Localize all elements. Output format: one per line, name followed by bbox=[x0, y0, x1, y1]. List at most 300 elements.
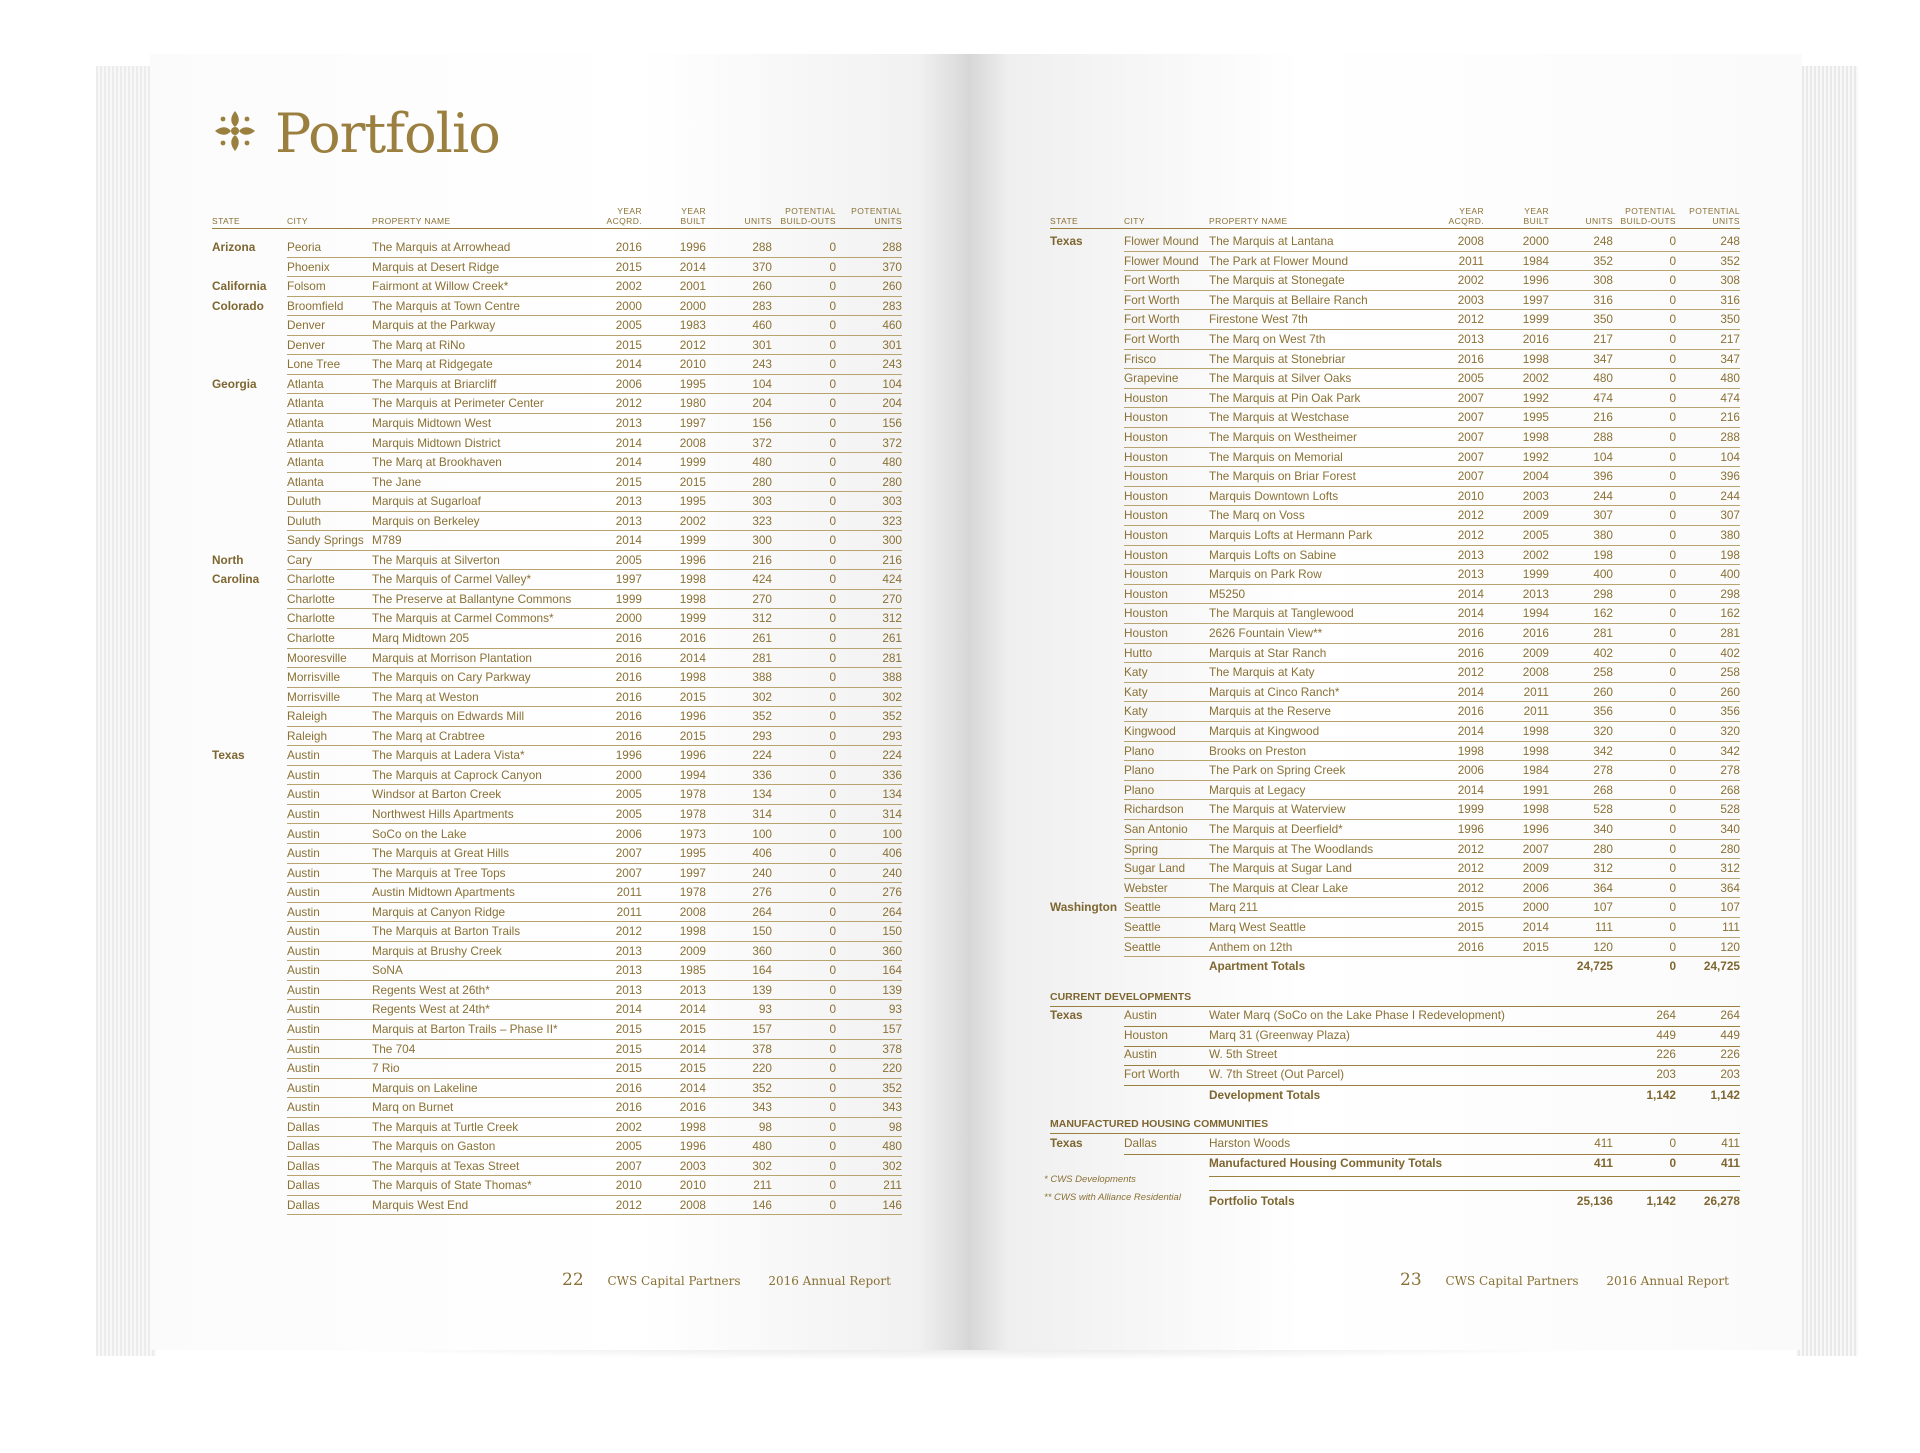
page-title-block bbox=[213, 102, 500, 165]
build-outs-cell: 0 bbox=[1669, 430, 1676, 444]
potential-units-cell: 342 bbox=[1720, 743, 1740, 758]
property-name-cell: The Marquis at Barton Trails bbox=[372, 924, 521, 939]
build-outs-cell: 0 bbox=[1669, 841, 1676, 856]
potential-units-cell: 340 bbox=[1720, 822, 1740, 836]
apartment-totals-potential: 24,725 bbox=[1703, 959, 1740, 974]
potential-units-cell: 244 bbox=[1720, 488, 1740, 503]
year-built-cell: 2008 bbox=[1522, 665, 1549, 680]
table-row bbox=[0, 624, 1920, 644]
year-built-cell: 2004 bbox=[1522, 469, 1549, 484]
city-cell: Austin bbox=[287, 846, 320, 861]
property-name-cell: Marquis at Kingwood bbox=[1209, 724, 1320, 738]
city-cell: Fort Worth bbox=[1124, 273, 1180, 288]
build-outs-cell: 0 bbox=[1669, 547, 1676, 562]
city-cell: Houston bbox=[1124, 508, 1168, 523]
table-row bbox=[0, 761, 1920, 781]
build-outs-cell: 0 bbox=[1669, 410, 1676, 425]
table-row bbox=[0, 918, 1920, 938]
units-cell: 302 bbox=[752, 689, 772, 704]
build-outs-cell: 0 bbox=[829, 415, 836, 430]
units-cell: 111 bbox=[1595, 920, 1613, 934]
property-name-cell: Windsor at Barton Creek bbox=[372, 787, 502, 802]
units-cell: 308 bbox=[1593, 273, 1613, 288]
build-outs-cell: 0 bbox=[829, 1178, 836, 1193]
build-outs-cell: 0 bbox=[1669, 586, 1676, 601]
property-name-cell: The Marquis at Briarcliff bbox=[372, 376, 497, 391]
potential-units-cell: 156 bbox=[882, 415, 902, 430]
potential-units-cell: 300 bbox=[882, 533, 902, 548]
build-outs-cell: 449 bbox=[1656, 1027, 1676, 1042]
city-cell: Houston bbox=[1124, 410, 1168, 425]
property-name-cell: The Marquis of Carmel Valley* bbox=[372, 572, 532, 587]
footnote: * CWS Developments bbox=[1044, 1174, 1136, 1185]
year-built-cell: 2014 bbox=[679, 1041, 706, 1056]
city-cell: Houston bbox=[1124, 469, 1168, 484]
year-built-cell: 2007 bbox=[1522, 841, 1549, 856]
year-built-cell: 1996 bbox=[679, 552, 706, 567]
year-acqrd-cell: 2013 bbox=[615, 415, 642, 430]
year-built-cell: 1995 bbox=[679, 376, 706, 391]
potential-units-cell: 388 bbox=[882, 670, 902, 685]
build-outs-cell: 0 bbox=[829, 513, 836, 528]
build-outs-cell: 0 bbox=[829, 943, 836, 958]
year-acqrd-cell: 2007 bbox=[615, 865, 642, 880]
year-acqrd-cell: 2014 bbox=[615, 357, 642, 372]
city-cell: Atlanta bbox=[287, 396, 324, 411]
year-built-cell: 1997 bbox=[679, 415, 706, 430]
city-cell: Grapevine bbox=[1124, 371, 1179, 386]
city-cell: Katy bbox=[1124, 665, 1148, 680]
potential-units-cell: 280 bbox=[1720, 841, 1740, 856]
build-outs-cell: 0 bbox=[1669, 332, 1676, 346]
year-built-cell: 1999 bbox=[1522, 567, 1549, 582]
city-cell: Austin bbox=[287, 1061, 320, 1076]
units-cell: 268 bbox=[1593, 782, 1613, 797]
header-property: PROPERTY NAME bbox=[372, 216, 451, 226]
units-cell: 281 bbox=[1593, 626, 1613, 640]
potential-units-cell: 303 bbox=[882, 494, 902, 509]
potential-units-cell: 480 bbox=[882, 455, 902, 470]
potential-units-cell: 316 bbox=[1720, 292, 1740, 307]
year-acqrd-cell: 2013 bbox=[615, 943, 642, 958]
year-built-cell: 2016 bbox=[1522, 332, 1549, 346]
potential-units-cell: 134 bbox=[882, 787, 902, 802]
potential-units-cell: 120 bbox=[1720, 939, 1740, 954]
build-outs-cell: 0 bbox=[829, 1119, 836, 1134]
units-cell: 146 bbox=[752, 1197, 772, 1212]
units-cell: 243 bbox=[752, 357, 772, 372]
potential-units-cell: 280 bbox=[882, 474, 902, 489]
city-cell: Sandy Springs bbox=[287, 533, 364, 548]
year-acqrd-cell: 2002 bbox=[615, 279, 642, 294]
units-cell: 278 bbox=[1593, 763, 1613, 778]
year-built-cell: 1997 bbox=[1522, 292, 1549, 307]
city-cell: Dallas bbox=[287, 1178, 320, 1193]
year-built-cell: 2015 bbox=[679, 1022, 706, 1036]
potential-units-cell: 480 bbox=[882, 1139, 902, 1154]
potential-units-cell: 281 bbox=[882, 650, 902, 665]
year-built-cell: 1996 bbox=[679, 1139, 706, 1154]
year-acqrd-cell: 1999 bbox=[1457, 802, 1484, 817]
property-name-cell: The 704 bbox=[372, 1041, 416, 1056]
city-cell: Sugar Land bbox=[1124, 861, 1186, 876]
build-outs-cell: 0 bbox=[1669, 763, 1676, 778]
table-row bbox=[0, 546, 1920, 566]
property-name-cell: The Marquis on Briar Forest bbox=[1209, 469, 1356, 484]
year-built-cell: 1992 bbox=[1522, 390, 1549, 405]
build-outs-cell: 0 bbox=[829, 885, 836, 900]
property-name-cell: Marquis at Desert Ridge bbox=[372, 259, 500, 274]
year-built-cell: 2000 bbox=[679, 298, 706, 313]
city-cell: Denver bbox=[287, 337, 326, 352]
year-acqrd-cell: 2011 bbox=[616, 885, 642, 900]
potential-units-cell: 100 bbox=[882, 826, 902, 841]
build-outs-cell: 0 bbox=[829, 982, 836, 997]
city-cell: Charlotte bbox=[287, 631, 335, 645]
year-acqrd-cell: 2005 bbox=[1457, 371, 1484, 386]
year-acqrd-cell: 2006 bbox=[1457, 763, 1484, 778]
state-cell: Carolina bbox=[212, 572, 260, 587]
year-acqrd-cell: 2016 bbox=[1457, 939, 1484, 954]
build-outs-cell: 0 bbox=[829, 1041, 836, 1056]
city-cell: Austin bbox=[287, 963, 320, 978]
potential-units-cell: 312 bbox=[1720, 861, 1740, 876]
year-acqrd-cell: 2005 bbox=[615, 787, 642, 802]
year-acqrd-cell: 2006 bbox=[615, 826, 642, 841]
state-cell: Arizona bbox=[212, 240, 256, 254]
potential-units-cell: 150 bbox=[882, 924, 902, 939]
year-built-cell: 1978 bbox=[679, 806, 706, 821]
table-row bbox=[0, 526, 1920, 546]
city-cell: Austin bbox=[287, 826, 320, 841]
property-name-cell: Anthem on 12th bbox=[1209, 939, 1293, 954]
potential-units-cell: 380 bbox=[1720, 528, 1740, 542]
units-cell: 480 bbox=[752, 1139, 772, 1154]
units-cell: 224 bbox=[752, 748, 772, 763]
table-row bbox=[0, 232, 1920, 252]
city-cell: Fort Worth bbox=[1124, 1066, 1180, 1081]
header-year-acqrd: YEAR ACQRD. bbox=[606, 206, 642, 226]
header-build-outs: POTENTIAL BUILD-OUTS bbox=[780, 206, 836, 226]
build-outs-cell: 0 bbox=[829, 318, 836, 333]
units-cell: 528 bbox=[1593, 802, 1613, 817]
units-cell: 216 bbox=[1593, 410, 1613, 425]
year-acqrd-cell: 2000 bbox=[615, 767, 642, 782]
potential-units-cell: 474 bbox=[1720, 390, 1740, 405]
city-cell: Duluth bbox=[287, 513, 322, 528]
build-outs-cell: 0 bbox=[829, 611, 836, 626]
year-acqrd-cell: 2011 bbox=[1458, 253, 1484, 268]
year-built-cell: 1996 bbox=[1522, 822, 1549, 836]
year-built-cell: 1998 bbox=[679, 591, 706, 606]
year-acqrd-cell: 2014 bbox=[1457, 724, 1484, 738]
year-built-cell: 1978 bbox=[679, 787, 706, 802]
year-built-cell: 2016 bbox=[1522, 626, 1549, 640]
manufactured-totals-build-outs: 0 bbox=[1669, 1156, 1676, 1170]
build-outs-cell: 0 bbox=[829, 963, 836, 978]
state-cell: Texas bbox=[212, 748, 245, 763]
units-cell: 288 bbox=[752, 240, 772, 254]
year-built-cell: 1996 bbox=[1522, 273, 1549, 288]
build-outs-cell: 0 bbox=[829, 337, 836, 352]
year-built-cell: 2009 bbox=[679, 943, 706, 958]
build-outs-cell: 0 bbox=[1669, 920, 1676, 934]
year-acqrd-cell: 2008 bbox=[1457, 234, 1484, 248]
property-name-cell: Marquis at Brushy Creek bbox=[372, 943, 502, 958]
city-cell: Raleigh bbox=[287, 709, 328, 724]
year-built-cell: 2011 bbox=[1523, 704, 1549, 719]
property-name-cell: The Marquis at Silverton bbox=[372, 552, 500, 567]
year-acqrd-cell: 2016 bbox=[615, 1080, 642, 1095]
property-name-cell: The Marquis on Cary Parkway bbox=[372, 670, 531, 685]
year-acqrd-cell: 2016 bbox=[615, 670, 642, 685]
property-name-cell: The Marquis at The Woodlands bbox=[1209, 841, 1374, 856]
year-built-cell: 1978 bbox=[679, 885, 706, 900]
build-outs-cell: 0 bbox=[1669, 606, 1676, 621]
units-cell: 258 bbox=[1593, 665, 1613, 680]
development-totals-potential: 1,142 bbox=[1710, 1088, 1740, 1103]
property-name-cell: Marquis on Park Row bbox=[1209, 567, 1322, 582]
header-rule bbox=[1050, 228, 1740, 229]
city-cell: Fort Worth bbox=[1124, 292, 1180, 307]
year-acqrd-cell: 2005 bbox=[615, 1139, 642, 1154]
table-row bbox=[0, 859, 1920, 879]
year-built-cell: 1998 bbox=[679, 1119, 706, 1134]
city-cell: Plano bbox=[1124, 782, 1155, 797]
potential-units-cell: 449 bbox=[1720, 1027, 1740, 1042]
build-outs-cell: 0 bbox=[829, 572, 836, 587]
units-cell: 356 bbox=[1593, 704, 1613, 719]
year-built-cell: 2015 bbox=[679, 728, 706, 743]
year-acqrd-cell: 2007 bbox=[615, 1158, 642, 1173]
units-cell: 280 bbox=[752, 474, 772, 489]
year-acqrd-cell: 2016 bbox=[615, 1100, 642, 1115]
year-acqrd-cell: 2015 bbox=[615, 474, 642, 489]
property-name-cell: Marquis West End bbox=[372, 1197, 469, 1212]
year-built-cell: 2005 bbox=[1522, 528, 1549, 542]
units-cell: 300 bbox=[752, 533, 772, 548]
units-cell: 480 bbox=[752, 455, 772, 470]
potential-units-cell: 336 bbox=[882, 767, 902, 782]
year-built-cell: 2002 bbox=[1522, 547, 1549, 562]
property-name-cell: The Marquis on Edwards Mill bbox=[372, 709, 525, 724]
units-cell: 139 bbox=[752, 982, 772, 997]
year-acqrd-cell: 2016 bbox=[615, 240, 642, 254]
property-name-cell: Firestone West 7th bbox=[1209, 312, 1308, 327]
potential-units-cell: 352 bbox=[882, 709, 902, 724]
city-cell: Fort Worth bbox=[1124, 312, 1180, 327]
potential-units-cell: 302 bbox=[882, 689, 902, 704]
potential-units-cell: 216 bbox=[1720, 410, 1740, 425]
year-acqrd-cell: 2014 bbox=[615, 533, 642, 548]
units-cell: 316 bbox=[1593, 292, 1613, 307]
property-name-cell: The Marquis at Turtle Creek bbox=[372, 1119, 519, 1134]
header-rule bbox=[212, 228, 902, 229]
units-cell: 283 bbox=[752, 298, 772, 313]
property-name-cell: The Marquis on Memorial bbox=[1209, 449, 1343, 464]
year-built-cell: 2009 bbox=[1522, 645, 1549, 660]
state-cell: Washington bbox=[1050, 900, 1118, 915]
city-cell: Houston bbox=[1124, 390, 1168, 405]
property-name-cell: Marq on Burnet bbox=[372, 1100, 454, 1115]
units-cell: 372 bbox=[752, 435, 772, 450]
units-cell: 402 bbox=[1593, 645, 1613, 660]
potential-units-cell: 243 bbox=[882, 357, 902, 372]
year-acqrd-cell: 1996 bbox=[615, 748, 642, 763]
city-cell: Peoria bbox=[287, 240, 322, 254]
year-acqrd-cell: 2015 bbox=[615, 337, 642, 352]
table-row bbox=[0, 350, 1920, 370]
year-built-cell: 2013 bbox=[679, 982, 706, 997]
table-row bbox=[0, 1176, 1920, 1196]
build-outs-cell: 264 bbox=[1656, 1008, 1676, 1022]
table-row bbox=[0, 781, 1920, 801]
year-acqrd-cell: 2010 bbox=[615, 1178, 642, 1193]
build-outs-cell: 203 bbox=[1656, 1066, 1676, 1081]
city-cell: Atlanta bbox=[287, 455, 324, 470]
year-acqrd-cell: 2015 bbox=[1457, 900, 1484, 915]
year-built-cell: 1998 bbox=[1522, 724, 1549, 738]
build-outs-cell: 0 bbox=[1669, 449, 1676, 464]
table-row bbox=[0, 506, 1920, 526]
year-built-cell: 1997 bbox=[679, 865, 706, 880]
units-cell: 340 bbox=[1593, 822, 1613, 836]
apartment-totals-build-outs: 0 bbox=[1669, 959, 1676, 974]
city-cell: Houston bbox=[1124, 1027, 1168, 1042]
units-cell: 211 bbox=[753, 1178, 772, 1193]
city-cell: Folsom bbox=[287, 279, 326, 294]
year-acqrd-cell: 2015 bbox=[615, 1022, 642, 1036]
year-acqrd-cell: 2007 bbox=[615, 846, 642, 861]
table-row bbox=[0, 938, 1920, 958]
property-name-cell: Fairmont at Willow Creek* bbox=[372, 279, 509, 294]
header-city: CITY bbox=[287, 216, 308, 226]
year-built-cell: 2000 bbox=[1522, 900, 1549, 915]
potential-units-cell: 378 bbox=[882, 1041, 902, 1056]
year-acqrd-cell: 2014 bbox=[1457, 586, 1484, 601]
property-name-cell: The Park on Spring Creek bbox=[1209, 763, 1346, 778]
year-acqrd-cell: 2012 bbox=[615, 924, 642, 939]
build-outs-cell: 0 bbox=[1669, 782, 1676, 797]
units-cell: 474 bbox=[1593, 390, 1613, 405]
year-acqrd-cell: 2012 bbox=[615, 396, 642, 411]
table-row bbox=[0, 742, 1920, 762]
year-built-cell: 2001 bbox=[679, 279, 706, 294]
property-name-cell: The Marquis on Westheimer bbox=[1209, 430, 1357, 444]
year-built-cell: 2009 bbox=[1522, 861, 1549, 876]
city-cell: Austin bbox=[287, 982, 320, 997]
property-name-cell: M789 bbox=[372, 533, 402, 548]
potential-units-cell: 204 bbox=[882, 396, 902, 411]
year-built-cell: 2008 bbox=[679, 435, 706, 450]
year-built-cell: 1973 bbox=[679, 826, 706, 841]
table-row bbox=[0, 467, 1920, 487]
units-cell: 312 bbox=[752, 611, 772, 626]
year-built-cell: 1998 bbox=[1522, 743, 1549, 758]
year-built-cell: 1995 bbox=[679, 494, 706, 509]
city-cell: Dallas bbox=[287, 1119, 320, 1134]
year-acqrd-cell: 2015 bbox=[1457, 920, 1484, 934]
potential-units-cell: 352 bbox=[882, 1080, 902, 1095]
build-outs-cell: 0 bbox=[1669, 312, 1676, 327]
year-acqrd-cell: 2013 bbox=[615, 963, 642, 978]
property-name-cell: The Marquis at Texas Street bbox=[372, 1158, 520, 1173]
build-outs-cell: 0 bbox=[829, 728, 836, 743]
table-row bbox=[0, 585, 1920, 605]
header-year-acqrd: YEAR ACQRD. bbox=[1448, 206, 1484, 226]
year-acqrd-cell: 2016 bbox=[1457, 645, 1484, 660]
units-cell: 460 bbox=[752, 318, 772, 333]
year-acqrd-cell: 2016 bbox=[615, 728, 642, 743]
city-cell: Seattle bbox=[1124, 900, 1161, 915]
year-built-cell: 1998 bbox=[679, 924, 706, 939]
units-cell: 220 bbox=[752, 1061, 772, 1076]
potential-units-cell: 278 bbox=[1720, 763, 1740, 778]
table-row bbox=[0, 448, 1920, 468]
year-acqrd-cell: 2016 bbox=[1457, 351, 1484, 366]
potential-units-cell: 364 bbox=[1720, 880, 1740, 895]
units-cell: 302 bbox=[752, 1158, 772, 1173]
year-built-cell: 2006 bbox=[1522, 880, 1549, 895]
potential-units-cell: 293 bbox=[882, 728, 902, 743]
property-name-cell: Regents West at 26th* bbox=[372, 982, 490, 997]
build-outs-cell: 0 bbox=[829, 709, 836, 724]
year-acqrd-cell: 2000 bbox=[615, 611, 642, 626]
build-outs-cell: 0 bbox=[1669, 704, 1676, 719]
year-acqrd-cell: 2007 bbox=[1457, 390, 1484, 405]
city-cell: Plano bbox=[1124, 763, 1155, 778]
units-cell: 364 bbox=[1593, 880, 1613, 895]
build-outs-cell: 0 bbox=[829, 552, 836, 567]
potential-units-cell: 302 bbox=[882, 1158, 902, 1173]
portfolio-title: Portfolio bbox=[275, 102, 500, 165]
build-outs-cell: 0 bbox=[1669, 508, 1676, 523]
units-cell: 388 bbox=[752, 670, 772, 685]
footer-company: CWS Capital Partners bbox=[1445, 1274, 1579, 1288]
units-cell: 100 bbox=[752, 826, 772, 841]
build-outs-cell: 0 bbox=[829, 787, 836, 802]
property-name-cell: Marquis on Berkeley bbox=[372, 513, 480, 528]
potential-units-cell: 314 bbox=[882, 806, 902, 821]
build-outs-cell: 0 bbox=[829, 396, 836, 411]
property-name-cell: The Jane bbox=[372, 474, 422, 489]
property-name-cell: Marq 31 (Greenway Plaza) bbox=[1209, 1027, 1350, 1042]
year-built-cell: 1994 bbox=[1522, 606, 1549, 621]
potential-units-cell: 270 bbox=[882, 591, 902, 606]
units-cell: 303 bbox=[752, 494, 772, 509]
header-state: STATE bbox=[1050, 216, 1079, 226]
potential-units-cell: 406 bbox=[882, 846, 902, 861]
build-outs-cell: 0 bbox=[829, 533, 836, 548]
units-cell: 480 bbox=[1593, 371, 1613, 386]
build-outs-cell: 0 bbox=[1669, 567, 1676, 582]
units-cell: 347 bbox=[1593, 351, 1613, 366]
header-city: CITY bbox=[1124, 216, 1145, 226]
portfolio-totals-label: Portfolio Totals bbox=[1209, 1194, 1295, 1208]
city-cell: Dallas bbox=[287, 1158, 320, 1173]
potential-units-cell: 323 bbox=[882, 513, 902, 528]
potential-units-cell: 360 bbox=[882, 943, 902, 958]
apartment-totals-label: Apartment Totals bbox=[1209, 959, 1306, 974]
year-acqrd-cell: 2014 bbox=[1457, 782, 1484, 797]
table-row bbox=[0, 800, 1920, 820]
year-built-cell: 2015 bbox=[679, 1061, 706, 1076]
section-rule bbox=[1050, 1133, 1740, 1134]
city-cell: Austin bbox=[287, 1022, 320, 1036]
row-rule bbox=[1124, 1154, 1740, 1155]
year-acqrd-cell: 2016 bbox=[1457, 704, 1484, 719]
potential-units-cell: 350 bbox=[1720, 312, 1740, 327]
